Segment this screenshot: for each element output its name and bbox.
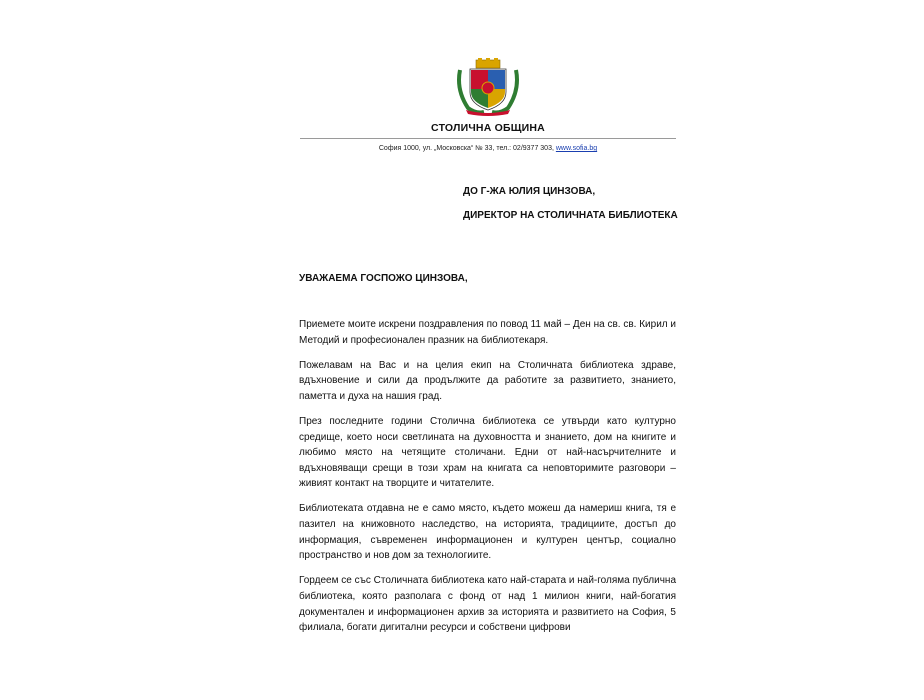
salutation: УВАЖАЕМА ГОСПОЖО ЦИНЗОВА, bbox=[299, 273, 468, 284]
paragraph: Библиотеката отдавна не е само място, където можеш да намериш книга, тя е пазител на книжовното наследство, на историята, традициите, достъп до информация, съвременен информационен и културен център, социално пространство и нов дом за технологиите. bbox=[299, 503, 676, 562]
paragraph: Гордеем се със Столичната библиотека като най-старата и най-голяма публична библиотека, която разполага с фонд от над 1 милион книги, най-богатия документален и информационен архив за историята и развитието на София, 5 филиала, богати дигитални ресурси и собствени цифрови bbox=[299, 575, 676, 634]
organization-name: СТОЛИЧНА ОБЩИНА bbox=[431, 122, 545, 134]
website-link[interactable]: www.sofia.bg bbox=[555, 145, 598, 152]
header-divider bbox=[300, 138, 676, 139]
sofia-coat-of-arms-icon bbox=[454, 58, 522, 116]
recipient-line-2: ДИРЕКТОР НА СТОЛИЧНАТА БИБЛИОТЕКА bbox=[463, 210, 678, 221]
paragraph: Приемете моите искрени поздравления по повод 11 май – Ден на св. св. Кирил и Методий и професионален празник на библиотекаря. bbox=[299, 319, 676, 346]
paragraph: През последните години Столична библиотека се утвърди като културно средище, което носи светлината на духовността и знанието, дом на книгите и любимо място на четящите столичани. Едни от най-насърчителните и вдъхновяващи срещи в този храм на книгата са неповторимите разговори – живият контакт на творците и читателите. bbox=[299, 415, 676, 490]
recipient-line-1: ДО Г-ЖА ЮЛИЯ ЦИНЗОВА, bbox=[463, 186, 596, 197]
paragraph: Пожелавам на Вас и на целия екип на Столичната библиотека здраве, вдъхновение и сили да продължите да работите за развитието, знанието, паметта и духа на нашия град. bbox=[299, 359, 676, 402]
organization-address bbox=[300, 145, 676, 152]
address-text: София 1000, ул. „Московска“ № 33, тел.: 02/9377 303, bbox=[378, 145, 554, 152]
letter-body bbox=[299, 317, 676, 645]
